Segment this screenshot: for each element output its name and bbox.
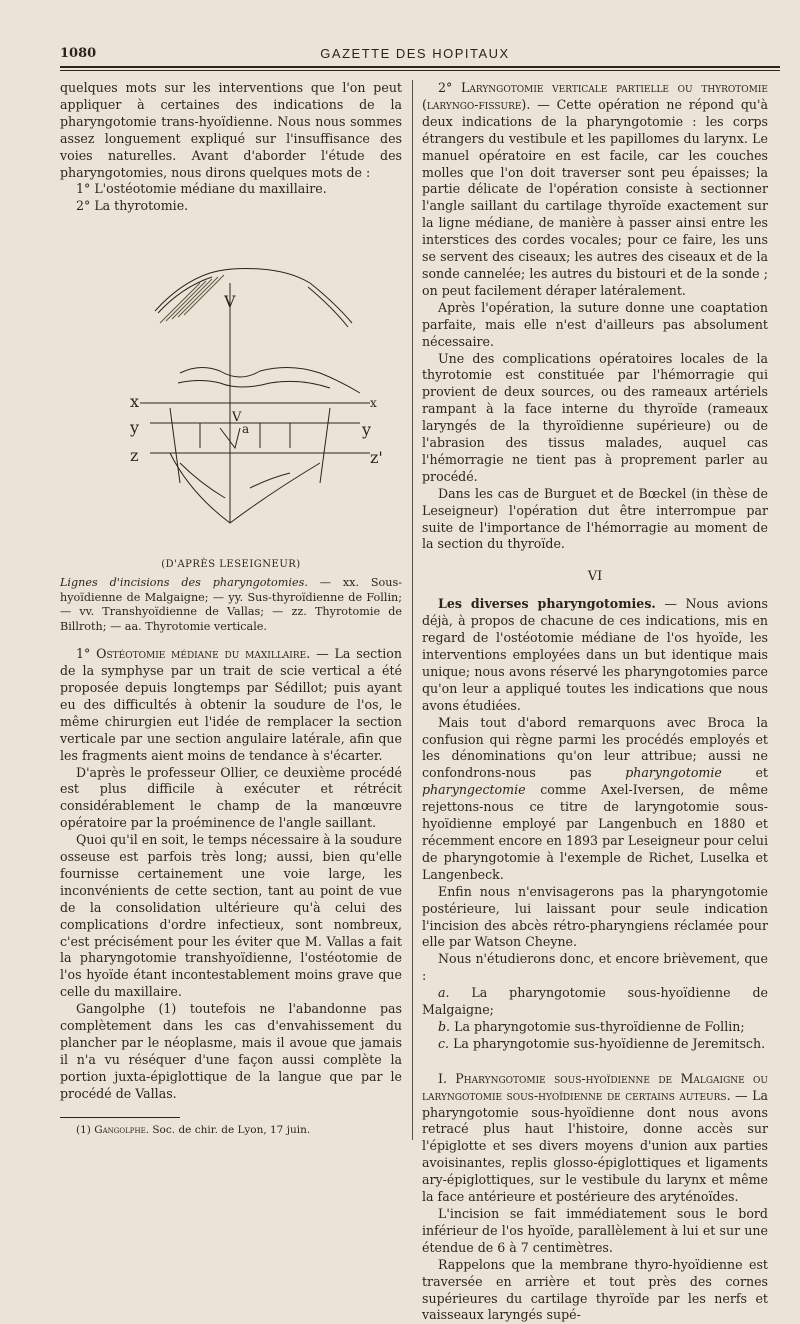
cricoid-contour xyxy=(170,453,320,523)
list-text-a: La pharyngotomie sous-hyoïdienne de Malgaigne; xyxy=(422,985,768,1018)
malgaigne-paragraph xyxy=(422,1071,768,1206)
footnote xyxy=(60,1124,402,1137)
page-header xyxy=(60,46,770,68)
footnote-rule xyxy=(60,1117,180,1118)
fig-label-y-left: y xyxy=(130,418,140,438)
chin-contour xyxy=(210,269,310,284)
list-text-b: La pharyngotomie sus-thyroïdienne de Follin; xyxy=(450,1018,745,1034)
list-marker-c: c. xyxy=(438,1035,450,1051)
fig-label-y-right: y xyxy=(362,420,372,440)
suture-paragraph: Après l'opération, la suture donne une coaptation parfaite, mais elle n'est d'ailleurs pas absolument nécessaire. xyxy=(422,299,768,349)
column-separator xyxy=(412,80,413,1140)
hyoid-contour-lower xyxy=(178,381,330,389)
larynx-diagram xyxy=(60,223,402,553)
fig-label-v-top: V xyxy=(224,292,236,312)
complications-paragraph: Une des complications opératoires locales de la thyrotomie est constituée par l'hémorragie qui provient de deux sources, ou des rameaux artériels rampant à la face interne du thyroïde (rameaux laryngés de la thyroïdienne supérieure) ou de l'abrasion des tissus malades, auquel cas l'hémorragie ne tient pas à proprement parler au procédé. xyxy=(422,350,768,484)
etudierons-paragraph: Nous n'étudierons donc, et encore brièvement, que : xyxy=(422,951,768,984)
thyrotomie-heading: 2° Laryngotomie verticale partielle ou thyrotomie (laryngo-fissure). xyxy=(422,80,768,112)
thyroid-right-edge xyxy=(320,408,330,483)
ollier-paragraph: D'après le professeur Ollier, ce deuxième procédé est plus difficile à exécuter et rétrécit considérablement le champ de la manœuvre opératoire par la proéminence de l'angle saillant. xyxy=(60,764,402,831)
incision-figure xyxy=(60,223,402,553)
fig-label-x-right: x xyxy=(370,396,377,411)
osteotomie-paragraph xyxy=(60,646,402,764)
header-rule xyxy=(60,66,780,68)
thyrotomie-body: — Cette opération ne répond qu'à deux indications de la pharyngotomie : les corps étrangers du vestibule et les papillomes du larynx. Le manuel opératoire en est facile, car les couches molles que l'on doit traverser sont peu épaisses; la partie délicate de l'opération consiste à sectionner l'angle saillant du cartilage thyroïde exactement sur la ligne médiane, de manière à passer ainsi entre les interstices des cordes vocales; pour ce faire, les uns se servent des ciseaux; les autres des ciseaux et de la sonde cannelée; les autres du bistouri et de la sonde ; on peut facilement déraper latéralement. xyxy=(422,96,768,298)
hyoid-contour xyxy=(180,368,360,394)
soudure-paragraph: Quoi qu'il en soit, le temps nécessaire à la soudure osseuse est parfois très long; aussi, bien qu'elle fournisse certainement une voie large, les inconvénients de cette section, tant au point de vue de la consolidation ultérieure qu'à celui des complications d'ordre infectieux, sont nombreux, c'est précisément pour les éviter que M. Vallas a fait la pharyngotomie transhyoïdienne, l'ostéotomie de l'os hyoïde étant incontestablement moins grave que celle du maxillaire. xyxy=(60,832,402,1000)
posterieure-paragraph: Enfin nous n'envisagerons pas la pharyngotomie postérieure, lui laissant pour seule indication l'incision des abcès rétro-pharyngiens réclamée pour elle par Watson Cheyne. xyxy=(422,883,768,950)
list-text-c: La pharyngotomie sus-hyoïdienne de Jeremitsch. xyxy=(449,1035,766,1051)
left-column xyxy=(60,80,402,1137)
list-item-a xyxy=(422,985,768,1019)
thyroid-left-edge xyxy=(170,408,180,483)
osteotomie-body: — La section de la symphyse par un trait de scie vertical a été proposée depuis longtemps par Sédillot; puis ayant eu des difficultés à obtenir la soudure de l'os, le même chirurgien eut l'idée de remplacer la section verticale par une section angulaire latérale, afin que les fragments aient moins de tendance à s'écarter. xyxy=(60,646,402,763)
jaw-right-contour-inner xyxy=(308,287,348,327)
broca-paragraph xyxy=(422,715,768,884)
footnote-number: (1) xyxy=(76,1123,95,1136)
list-item-thyrotomie: 2° La thyrotomie. xyxy=(76,198,189,214)
gangolphe-paragraph: Gangolphe (1) toutefois ne l'abandonne pas complètement dans les cas d'envahissement du plancher par le néoplasme, mais il avoue que jamais il n'a vu réséquer d'une façon aussi complète la portion juxta-épiglottique de la langue que par le procédé de Vallas. xyxy=(60,1001,402,1101)
page-number: 1080 xyxy=(60,46,97,61)
figure-caption-text: — xx. Sous-hyoïdienne de Malgaigne; — yy. Sus-thyroïdienne de Follin; — vv. Transhyoïdienne de Vallas; — zz. Thyrotomie de Billroth; — aa. Thyrotomie verticale. xyxy=(60,576,402,633)
right-column xyxy=(422,80,768,1324)
list-marker-a: a. xyxy=(438,985,450,1001)
pharyngotomies-paragraph xyxy=(422,596,768,714)
fig-label-a: a xyxy=(242,422,250,437)
jaw-right-contour xyxy=(310,283,352,323)
figure-credit: (D'APRÈS LESEIGNEUR) xyxy=(161,559,301,571)
broca-text-1: Mais tout d'abord remarquons avec Broca la confusion qui règne parmi les procédés employés et les dénominations qu'on leur attribue; aussi ne confondrons-nous pas xyxy=(422,714,768,781)
membrane-paragraph: Rappelons que la membrane thyro-hyoïdienne est traversée en arrière et tout près des cornes supérieures du cartilage thyroïde par les nerfs et vaisseaux laryngés supé- xyxy=(422,1256,768,1323)
fig-label-z-right: z' xyxy=(370,448,383,468)
list-item-b xyxy=(422,1019,768,1036)
figure-caption-title: Lignes d'incisions des pharyngotomies. xyxy=(60,576,308,590)
malgaigne-body: — La pharyngotomie sous-hyoïdienne dont nous avons retracé plus haut l'histoire, donne accès sur l'épiglotte et ses divers moyens d'union aux parties avoisinantes, replis glosso-épiglottiques et ligaments ary-épiglottiques, sur le vestibule du larynx et même la face antérieure et postérieure des aryténoïdes. xyxy=(422,1087,768,1205)
pharyngotomies-body: — Nous avions déjà, à propos de chacune de ces indications, mis en regard de l'ostéotomie médiane de l'os hyoïde, les interventions employées dans un but identique mais unique; nous avons réservé les pharyngotomies parce qu'on leur a appliqué toutes les indications que nous avons étudiées. xyxy=(422,596,768,713)
list-item-c xyxy=(422,1036,768,1053)
incision-paragraph: L'incision se fait immédiatement sous le bord inférieur de l'os hyoïde, parallèlement à lui et sur une étendue de 6 à 7 centimètres. xyxy=(422,1206,768,1255)
broca-term-pharyngotomie: pharyngotomie xyxy=(625,765,722,781)
fig-label-v-mid: V xyxy=(232,410,242,426)
list-item-osteotomie: 1° L'ostéotomie médiane du maxillaire. xyxy=(76,181,327,197)
fig-label-z-left: z xyxy=(130,446,139,466)
thyrotomie-paragraph xyxy=(422,80,768,300)
footnote-text: Soc. de chir. de Lyon, 17 juin. xyxy=(149,1123,311,1136)
malgaigne-heading: I. Pharyngotomie sous-hyoïdienne de Malgaigne ou laryngotomie sous-hyoïdienne de certains auteurs. xyxy=(422,1070,768,1103)
pharyngotomies-heading: Les diverses pharyngotomies. xyxy=(438,596,656,612)
broca-term-pharyngectomie: pharyngectomie xyxy=(422,782,526,798)
intro-paragraph: quelques mots sur les interventions que l'on peut appliquer à certaines des indications de la pharyngotomie trans-hyoïdienne. Nous nous sommes assez longuement expliqué sur l'insuffisance des voies naturelles. Avant d'aborder l'étude des pharyngotomies, nous dirons quelques mots de : xyxy=(60,80,402,180)
footnote-author: Gangolphe. xyxy=(94,1123,150,1136)
section-number: VI xyxy=(587,569,603,585)
figure-caption xyxy=(60,576,402,634)
journal-title: GAZETTE DES HOPITAUX xyxy=(320,46,510,61)
header-rule-thin xyxy=(60,70,780,71)
burguet-paragraph: Dans les cas de Burguet et de Bœckel (in thèse de Leseigneur) l'opération dut être interrompue par suite de l'importance de l'hémorragie au moment de la section du thyroïde. xyxy=(422,485,768,552)
broca-text-3: comme Axel-Iversen, de même rejettons-nous ce titre de laryngotomie sous-hyoïdienne employé par Langenbuch en 1880 et récemment encore en 1893 par Leseigneur pour celui de pharyngotomie à l'exemple de Richet, Luselka et Langenbeck. xyxy=(422,782,768,882)
fig-label-x-left: x xyxy=(130,392,140,412)
osteotomie-heading: 1° Ostéotomie médiane du maxillaire. xyxy=(76,646,311,662)
broca-text-2: et xyxy=(721,765,768,781)
list-marker-b: b. xyxy=(438,1018,451,1034)
